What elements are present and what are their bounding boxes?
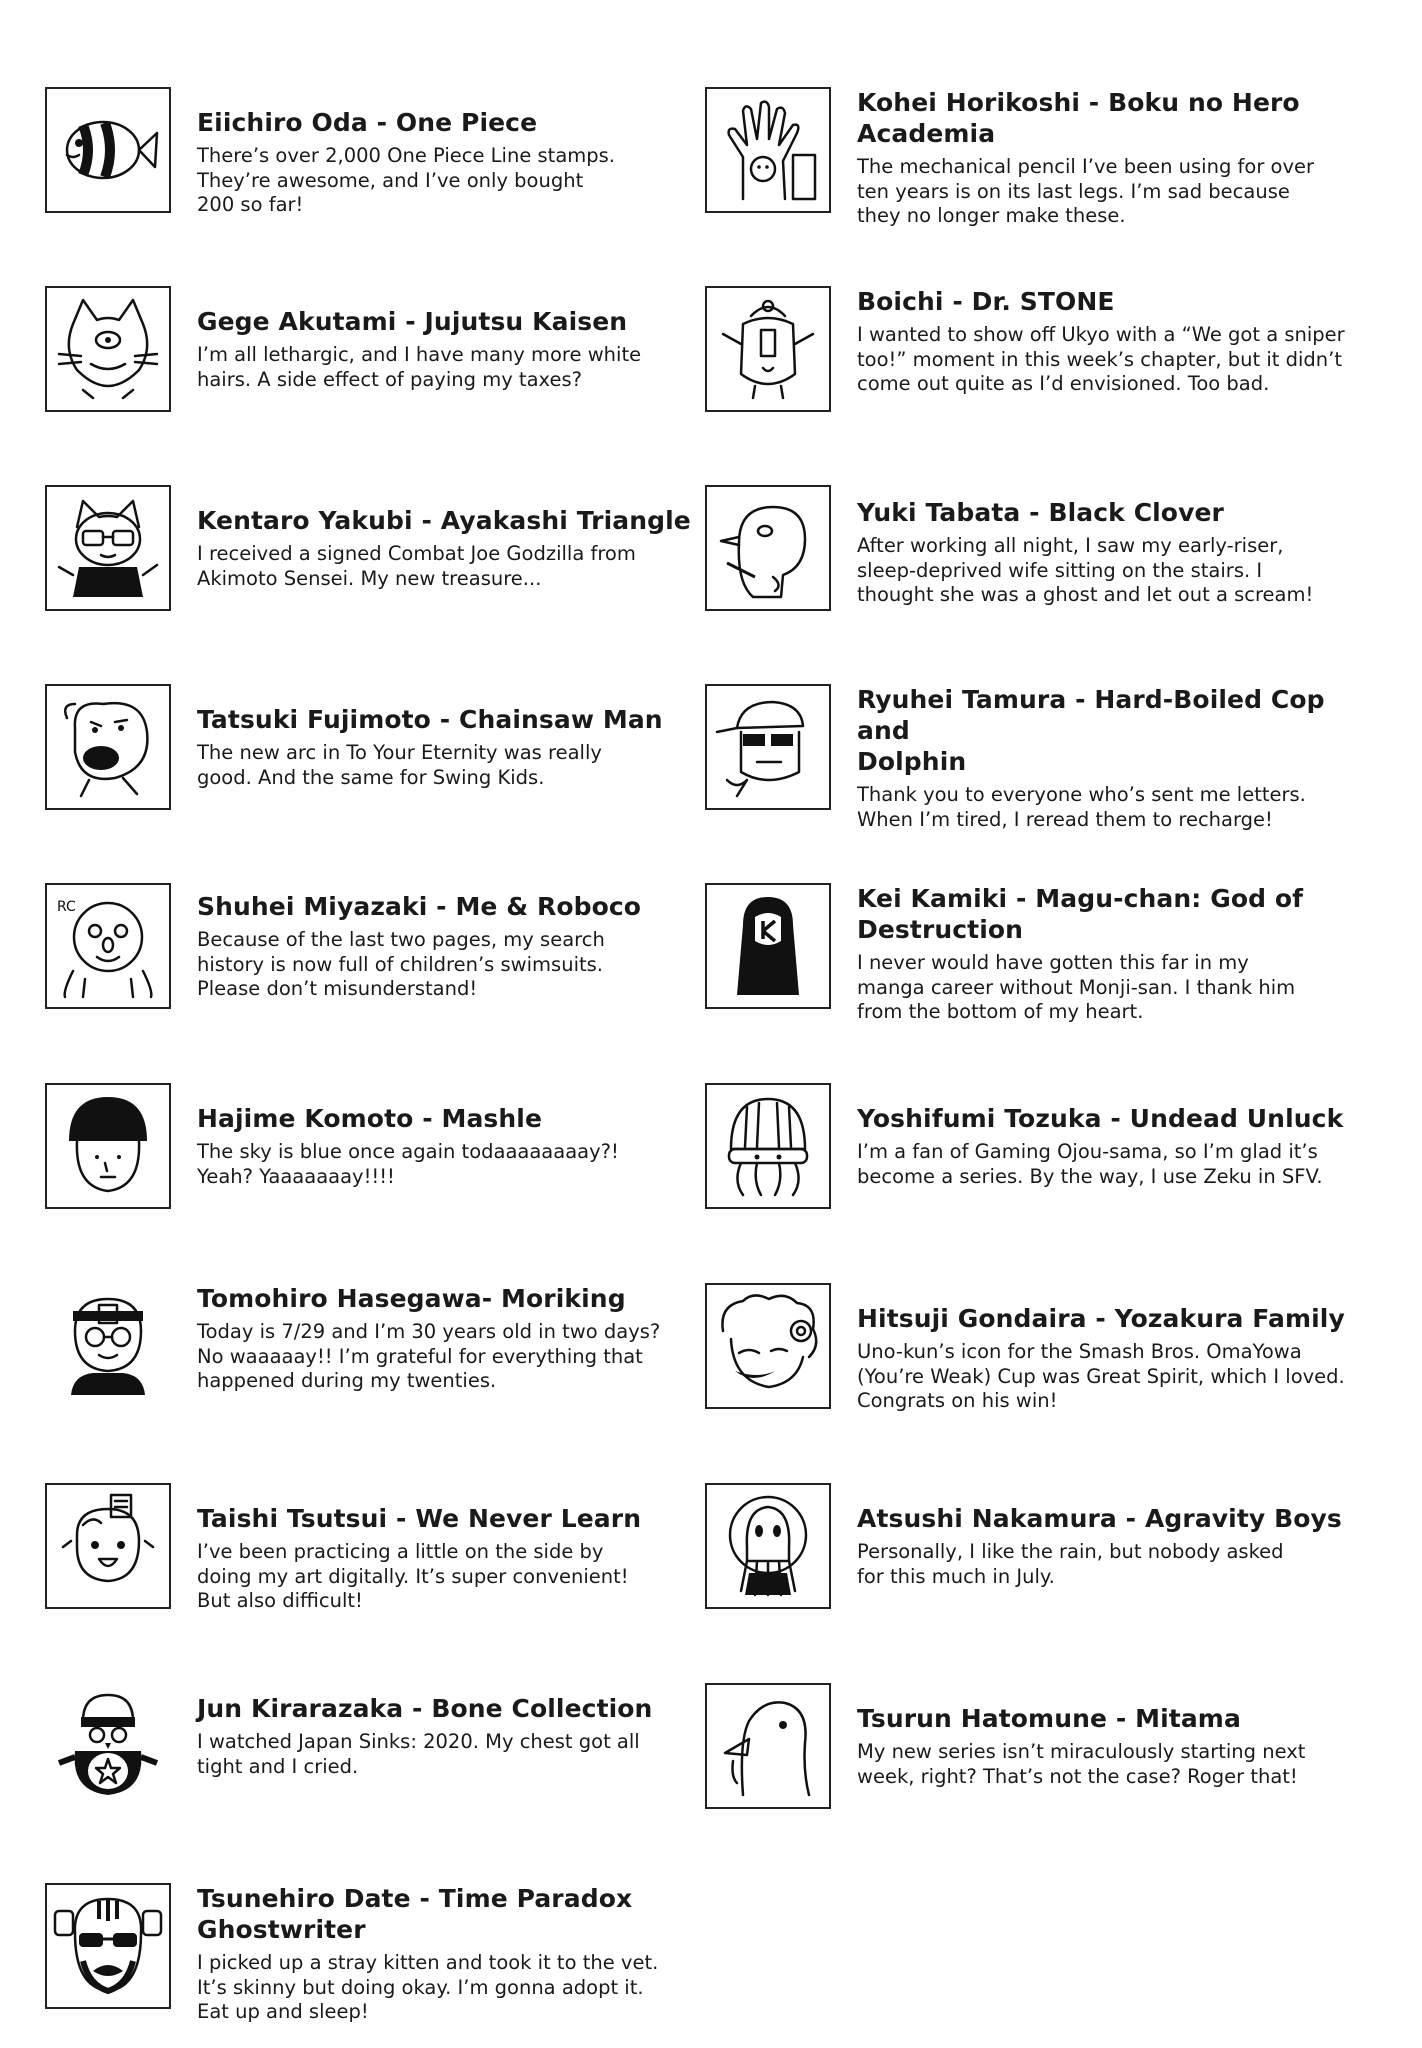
author-and-series: Yoshifumi Tozuka - Undead Unluck [857, 1104, 1344, 1133]
author-comment: Uno-kun’s icon for the Smash Bros. OmaYowa (You’re Weak) Cup was Great Spirit, which I loved. Congrats on his win! [857, 1340, 1345, 1412]
author-and-series: Eiichiro Oda - One Piece [197, 108, 538, 137]
fish-icon [45, 87, 171, 213]
comment-text [197, 1503, 717, 1614]
author-and-series: Ryuhei Tamura - Hard-Boiled Cop and Dolphin [857, 685, 1325, 776]
comment-text [197, 1103, 717, 1189]
comment-text [197, 891, 717, 1002]
comment-text [857, 286, 1377, 397]
hooded-figure-icon [705, 883, 831, 1009]
author-comment: I watched Japan Sinks: 2020. My chest got all tight and I cried. [197, 1730, 640, 1778]
bird-icon [705, 485, 831, 611]
author-and-series: Jun Kirarazaka - Bone Collection [197, 1694, 653, 1723]
comment-text [857, 497, 1377, 608]
cap-man-icon [705, 684, 831, 810]
author-and-series: Kohei Horikoshi - Boku no Hero Academia [857, 88, 1300, 148]
mascot-icon [705, 286, 831, 412]
author-comment: I never would have gotten this far in my manga career without Monji-san. I thank him from the bottom of my heart. [857, 951, 1296, 1023]
author-and-series: Tatsuki Fujimoto - Chainsaw Man [197, 705, 663, 734]
author-and-series: Shuhei Miyazaki - Me & Roboco [197, 892, 642, 921]
hand-icon [705, 87, 831, 213]
comment-text [197, 1693, 717, 1779]
bald-glasses-man-icon [45, 1883, 171, 2009]
cat-icon [45, 286, 171, 412]
comment-text [857, 1503, 1377, 1589]
sheep-icon [705, 1283, 831, 1409]
author-comment: After working all night, I saw my early-riser, sleep-deprived wife sitting on the stairs. I thought she was a ghost and let out a scream! [857, 534, 1314, 606]
author-comment: Because of the last two pages, my search history is now full of children’s swimsuits. Please don’t misunderstand! [197, 928, 605, 1000]
author-and-series: Gege Akutami - Jujutsu Kaisen [197, 307, 628, 336]
author-comment: The sky is blue once again todaaaaaaaay?! Yeah? Yaaaaaaay!!!! [197, 1140, 619, 1188]
comment-text [197, 505, 717, 591]
author-comment: There’s over 2,000 One Piece Line stamps. They’re awesome, and I’ve only bought 200 so far! [197, 144, 616, 216]
round-face-icon [45, 883, 171, 1009]
author-comment: I received a signed Combat Joe Godzilla from Akimoto Sensei. My new treasure... [197, 542, 636, 590]
author-comment: I’m all lethargic, and I have many more white hairs. A side effect of paying my taxes? [197, 343, 642, 391]
author-and-series: Atsushi Nakamura - Agravity Boys [857, 1504, 1342, 1533]
comment-text [857, 1303, 1377, 1414]
glasses-cat-icon [45, 485, 171, 611]
comment-text [857, 684, 1377, 832]
author-comment: Thank you to everyone who’s sent me letters. When I’m tired, I reread them to recharge! [857, 783, 1306, 831]
author-and-series: Tomohiro Hasegawa- Moriking [197, 1284, 626, 1313]
comment-text [857, 1703, 1377, 1789]
author-and-series: Kentaro Yakubi - Ayakashi Triangle [197, 506, 691, 535]
author-and-series: Boichi - Dr. STONE [857, 287, 1115, 316]
alien-icon [705, 1483, 831, 1609]
author-comment: I picked up a stray kitten and took it to the vet. It’s skinny but doing okay. I’m gonna adopt it. Eat up and sleep! [197, 1951, 659, 2023]
author-comment: Today is 7/29 and I’m 30 years old in two days? No waaaaay!! I’m grateful for everything that happened during my twenties. [197, 1320, 661, 1392]
comment-text [197, 306, 717, 392]
author-comment: Personally, I like the rain, but nobody asked for this much in July. [857, 1540, 1284, 1588]
child-icon [45, 1483, 171, 1609]
comment-text [197, 704, 717, 790]
jellyfish-icon [705, 1083, 831, 1209]
author-comment: I wanted to show off Ukyo with a “We got a sniper too!” moment in this week’s chapter, but it didn’t come out quite as I’d envisioned. Too bad. [857, 323, 1345, 395]
comment-text [197, 107, 717, 218]
author-comment: My new series isn’t miraculously starting next week, right? That’s not the case? Roger that! [857, 1740, 1306, 1788]
comment-text [197, 1883, 717, 2025]
author-comment: I’m a fan of Gaming Ojou-sama, so I’m glad it’s become a series. By the way, I use Zeku in SFV. [857, 1140, 1323, 1188]
mushroom-icon [45, 1083, 171, 1209]
author-and-series: Hajime Komoto - Mashle [197, 1104, 543, 1133]
author-and-series: Yuki Tabata - Black Clover [857, 498, 1224, 527]
headband-boy-icon [45, 1283, 171, 1409]
svg-text:RC: RC [57, 899, 76, 915]
author-and-series: Taishi Tsutsui - We Never Learn [197, 1504, 642, 1533]
author-comment: The new arc in To Your Eternity was really good. And the same for Swing Kids. [197, 741, 602, 789]
penguin-icon [45, 1683, 171, 1809]
comment-text [857, 1103, 1377, 1189]
pigeon-icon [705, 1683, 831, 1809]
author-and-series: Tsunehiro Date - Time Paradox Ghostwriter [197, 1884, 633, 1944]
author-and-series: Hitsuji Gondaira - Yozakura Family [857, 1304, 1345, 1333]
comment-text [857, 883, 1377, 1025]
author-comment: I’ve been practicing a little on the side by doing my art digitally. It’s super convenient! But also difficult! [197, 1540, 629, 1612]
comment-text [857, 87, 1377, 229]
author-comment: The mechanical pencil I’ve been using for over ten years is on its last legs. I’m sad because they no longer make these. [857, 155, 1315, 227]
comment-text [197, 1283, 717, 1394]
author-and-series: Kei Kamiki - Magu-chan: God of Destruction [857, 884, 1304, 944]
blob-icon [45, 684, 171, 810]
author-and-series: Tsurun Hatomune - Mitama [857, 1704, 1241, 1733]
